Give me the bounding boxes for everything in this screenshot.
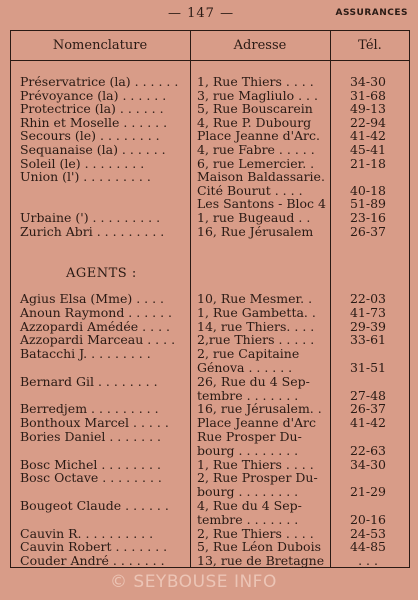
row-tel: 26-37 — [349, 401, 387, 417]
row-address: 4, Rue du 4 Sep- — [197, 498, 302, 513]
row-tel: 41-73 — [349, 304, 387, 320]
row-name: Sequanaise (la) . . . . . . — [20, 142, 166, 157]
row-address: Cité Bourut . . . . — [197, 182, 303, 198]
column-header-adresse: Adresse — [233, 38, 287, 53]
row-tel: 51-89 — [349, 196, 387, 212]
row-address: 10, Rue Mesmer. . — [197, 291, 313, 306]
section-title: ASSURANCES — [335, 8, 408, 18]
row-name: Secours (le) . . . . . . . . — [20, 128, 160, 144]
row-name: Protectrice (la) . . . . . . — [20, 101, 164, 117]
row-tel: 20-16 — [349, 511, 387, 527]
row-address: 4, Rue P. Dubourg — [197, 114, 312, 130]
row-name: Bougeot Claude . . . . . . — [20, 498, 169, 513]
row-address: 1, Rue Thiers . . . . — [197, 74, 314, 89]
row-name: Urbaine (') . . . . . . . . . — [20, 210, 161, 225]
row-name: Berredjem . . . . . . . . . — [20, 401, 159, 417]
row-address: 1, Rue Thiers . . . . — [197, 456, 314, 472]
page-number: — 147 — — [168, 6, 235, 21]
row-tel: 41-42 — [349, 128, 387, 144]
row-name: Batacchi J. . . . . . . . . — [20, 346, 151, 362]
row-tel: 34-30 — [349, 74, 387, 89]
row-name: Cauvin Robert . . . . . . . — [20, 539, 168, 555]
row-name: Soleil (le) . . . . . . . . — [20, 155, 145, 171]
row-address: Génova . . . . . . — [197, 360, 293, 375]
row-tel: 22-94 — [349, 114, 387, 130]
row-address: 4, rue Fabre . . . . . — [197, 142, 315, 157]
row-address: Rue Prosper Du- — [197, 429, 302, 444]
row-tel: 49-13 — [349, 101, 387, 117]
row-name: Agius Elsa (Mme) . . . . — [20, 291, 165, 306]
row-name: Bosc Michel . . . . . . . . — [20, 456, 161, 472]
row-name: Prévoyance (la) . . . . . . — [20, 87, 167, 103]
row-address: 5, Rue Bouscarein — [197, 101, 313, 117]
row-tel: 31-51 — [349, 360, 387, 375]
row-name: Bories Daniel . . . . . . . — [20, 429, 162, 444]
row-name: Cauvin R. . . . . . . . . . — [20, 525, 154, 541]
row-tel: 45-41 — [349, 142, 387, 157]
row-name: Azzopardi Amédée . . . . — [20, 318, 170, 334]
row-name: Bonthoux Marcel . . . . . — [20, 415, 169, 431]
row-tel: 21-18 — [349, 155, 387, 171]
row-tel: . . . — [358, 553, 378, 569]
row-address: 1, Rue Gambetta. . — [197, 304, 316, 320]
row-name: Anoun Raymond . . . . . . — [20, 304, 173, 320]
watermark: © SEYBOUSE INFO — [110, 572, 277, 592]
row-address: Maison Baldassarie. — [197, 169, 325, 185]
row-address: 1, rue Bugeaud . . — [197, 210, 311, 225]
row-name: Zurich Abri . . . . . . . . . — [20, 223, 165, 239]
row-tel: 44-85 — [349, 539, 387, 555]
header-divider — [10, 60, 410, 61]
row-name: Bernard Gil . . . . . . . . — [20, 373, 158, 389]
row-address: tembre . . . . . . . — [197, 511, 299, 527]
row-address: bourg . . . . . . . . — [197, 484, 299, 500]
row-address: 2, Rue Thiers . . . . — [197, 525, 314, 541]
column-divider-tel — [330, 30, 331, 568]
row-tel: 27-48 — [349, 387, 387, 403]
row-address: Place Jeanne d'Arc. — [197, 128, 320, 144]
row-tel: 26-37 — [349, 223, 387, 239]
row-tel: 24-53 — [349, 525, 387, 541]
row-address: 2, rue Capitaine — [197, 346, 300, 362]
row-tel: 40-18 — [349, 182, 387, 198]
row-address: 6, rue Lemercier. . — [197, 155, 315, 171]
row-address: bourg . . . . . . . . — [197, 442, 299, 458]
row-name: Union (l') . . . . . . . . . — [20, 169, 151, 185]
page-header — [0, 6, 418, 22]
row-address: 16, Rue Jérusalem — [197, 223, 314, 239]
column-divider-address — [190, 30, 191, 568]
row-tel: 21-29 — [349, 484, 387, 500]
row-address: Les Santons - Bloc 4 — [197, 196, 326, 212]
row-name: Rhin et Moselle . . . . . . — [20, 114, 168, 130]
row-address: 5, Rue Léon Dubois — [197, 539, 321, 555]
row-address: 3, rue Magliulo . . . — [197, 87, 318, 103]
row-tel: 22-63 — [349, 442, 387, 458]
column-header-tel: Tél. — [358, 38, 382, 53]
row-address: tembre . . . . . . . — [197, 387, 299, 403]
row-address: 13, rue de Bretagne — [197, 553, 325, 569]
row-tel: 23-16 — [349, 210, 387, 225]
row-tel: 22-03 — [349, 291, 387, 306]
row-name: Azzopardi Marceau . . . . — [20, 332, 176, 348]
row-tel: 33-61 — [349, 332, 387, 348]
row-address: 26, Rue du 4 Sep- — [197, 373, 310, 389]
row-address: 14, rue Thiers. . . . — [197, 318, 315, 334]
row-address: 2,rue Thiers . . . . . — [197, 332, 315, 348]
row-address: 2, Rue Prosper Du- — [197, 470, 318, 486]
row-name: Couder André . . . . . . . — [20, 553, 165, 569]
row-address: 16, rue Jérusalem. . — [197, 401, 322, 417]
column-header-nomenclature: Nomenclature — [52, 38, 148, 53]
row-tel: 41-42 — [349, 415, 387, 431]
row-tel: 29-39 — [349, 318, 387, 334]
row-tel: 34-30 — [349, 456, 387, 472]
row-tel: 31-68 — [349, 87, 387, 103]
row-address: Place Jeanne d'Arc — [197, 415, 317, 431]
row-name: Préservatrice (la) . . . . . . — [20, 74, 179, 89]
agents-heading: AGENTS : — [66, 266, 137, 281]
row-name: Bosc Octave . . . . . . . . — [20, 470, 162, 486]
